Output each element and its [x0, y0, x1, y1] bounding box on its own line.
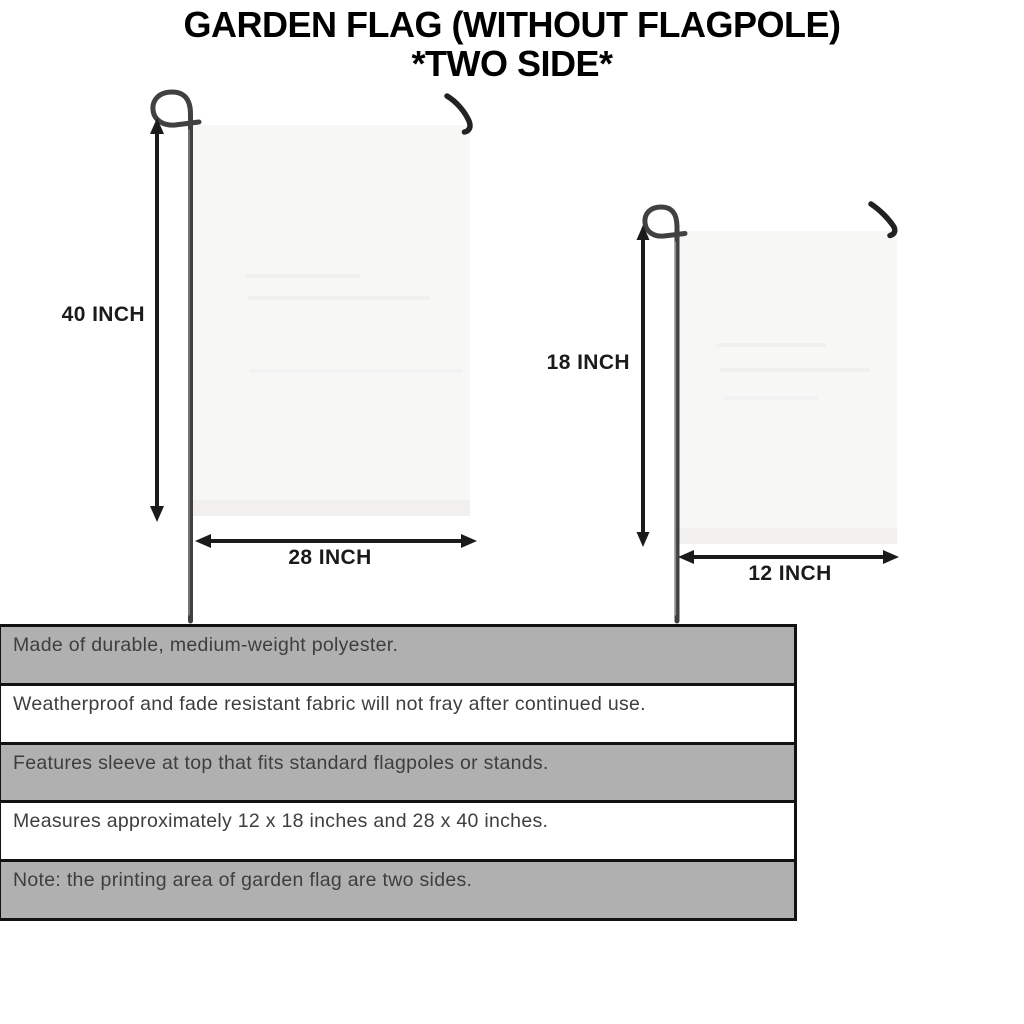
- small-height-arrow-icon: [637, 225, 650, 547]
- small-flagpole-icon: [645, 207, 685, 621]
- feature-row-sleeve: Features sleeve at top that fits standard flagpoles or stands.: [1, 745, 794, 804]
- large-height-label: 40 INCH: [61, 303, 145, 326]
- large-width-label: 28 INCH: [288, 546, 372, 569]
- feature-row-weatherproof: Weatherproof and fade resistant fabric will not fray after continued use.: [1, 686, 794, 745]
- large-flagpole-icon: [153, 92, 199, 621]
- large-height-arrow-icon: [150, 118, 164, 522]
- features-table: [0, 624, 797, 921]
- page-title-line2: *TWO SIDE*: [411, 43, 613, 84]
- small-hanger-hook-icon: [871, 204, 895, 236]
- small-height-label: 18 INCH: [546, 351, 630, 374]
- large-hanger-hook-icon: [447, 96, 470, 132]
- feature-row-measures: Measures approximately 12 x 18 inches and 28 x 40 inches.: [1, 803, 794, 862]
- feature-row-material: Made of durable, medium-weight polyester.: [1, 627, 794, 686]
- feature-row-note: Note: the printing area of garden flag are two sides.: [1, 862, 794, 918]
- small-width-label: 12 INCH: [748, 562, 832, 585]
- page-title-line1: GARDEN FLAG (WITHOUT FLAGPOLE): [183, 4, 841, 45]
